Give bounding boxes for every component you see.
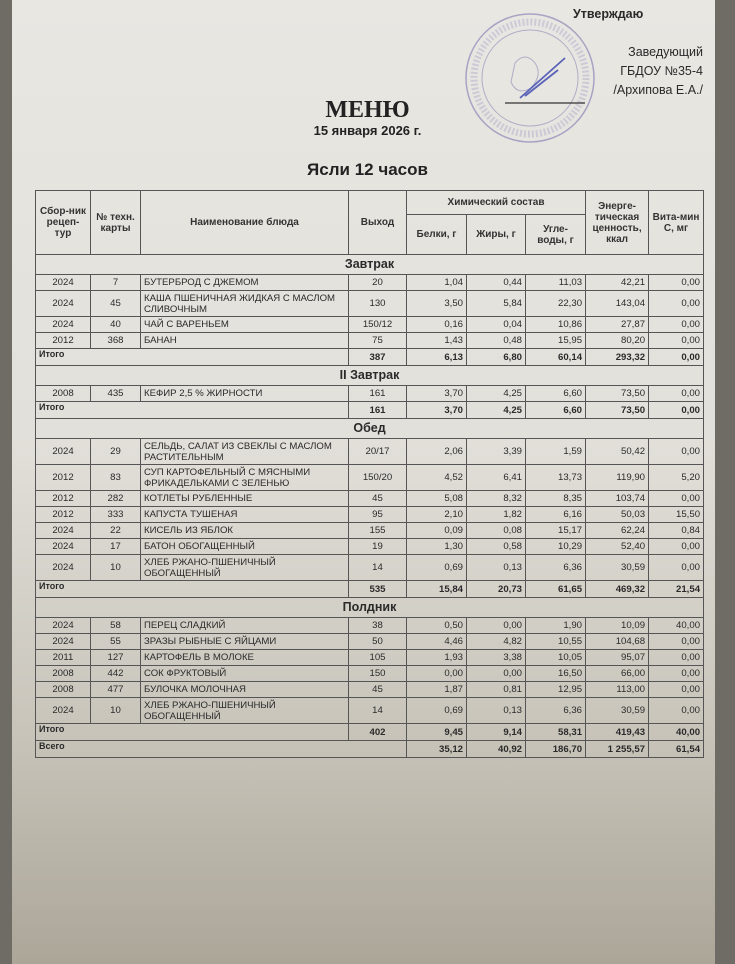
cell-collection: 2011: [36, 650, 91, 666]
cell-collection: 2012: [36, 333, 91, 349]
total-yield: 387: [349, 349, 407, 366]
table-row: [36, 275, 704, 291]
cell-carbs: 11,03: [526, 275, 586, 291]
section-title: Завтрак: [36, 255, 704, 275]
cell-protein: 3,70: [407, 386, 467, 402]
cell-yield: 45: [349, 491, 407, 507]
cell-carbs: 22,30: [526, 291, 586, 317]
cell-card: 29: [91, 439, 141, 465]
total-yield: 535: [349, 581, 407, 598]
header-chem: Химический состав: [407, 191, 586, 215]
cell-energy: 42,21: [586, 275, 649, 291]
cell-collection: 2008: [36, 666, 91, 682]
cell-energy: 30,59: [586, 698, 649, 724]
cell-energy: 80,20: [586, 333, 649, 349]
cell-carbs: 6,36: [526, 555, 586, 581]
total-row: [36, 349, 704, 366]
table-row: [36, 317, 704, 333]
header-energy: Энерге-тическая ценность, ккал: [586, 191, 649, 255]
cell-energy: 104,68: [586, 634, 649, 650]
total-carbs: 61,65: [526, 581, 586, 598]
grand-total-energy: 1 255,57: [586, 741, 649, 758]
cell-energy: 143,04: [586, 291, 649, 317]
cell-protein: 0,16: [407, 317, 467, 333]
table-row: [36, 634, 704, 650]
cell-carbs: 13,73: [526, 465, 586, 491]
cell-collection: 2012: [36, 507, 91, 523]
cell-protein: 4,52: [407, 465, 467, 491]
cell-vitc: 0,00: [649, 386, 704, 402]
cell-dish: СЕЛЬДЬ, САЛАТ ИЗ СВЕКЛЫ С МАСЛОМ РАСТИТЕЛЬНЫМ: [141, 439, 349, 465]
menu-date: 15 января 2026 г.: [313, 123, 422, 138]
cell-fat: 0,48: [467, 333, 526, 349]
cell-collection: 2024: [36, 523, 91, 539]
cell-yield: 150/20: [349, 465, 407, 491]
cell-card: 55: [91, 634, 141, 650]
cell-protein: 1,87: [407, 682, 467, 698]
cell-vitc: 0,00: [649, 291, 704, 317]
total-vitc: 21,54: [649, 581, 704, 598]
cell-energy: 52,40: [586, 539, 649, 555]
cell-collection: 2024: [36, 439, 91, 465]
grand-total-label: Всего: [36, 741, 407, 758]
section-title: II Завтрак: [36, 366, 704, 386]
total-carbs: 6,60: [526, 402, 586, 419]
total-row: [36, 581, 704, 598]
cell-card: 17: [91, 539, 141, 555]
cell-fat: 0,13: [467, 555, 526, 581]
cell-yield: 19: [349, 539, 407, 555]
group-title: Ясли 12 часов: [307, 160, 428, 179]
table-row: [36, 333, 704, 349]
cell-carbs: 1,90: [526, 618, 586, 634]
cell-fat: 4,82: [467, 634, 526, 650]
cell-dish: ПЕРЕЦ СЛАДКИЙ: [141, 618, 349, 634]
cell-card: 10: [91, 555, 141, 581]
table-row: [36, 618, 704, 634]
total-protein: 6,13: [407, 349, 467, 366]
cell-card: 40: [91, 317, 141, 333]
cell-dish: БУТЕРБРОД С ДЖЕМОМ: [141, 275, 349, 291]
cell-vitc: 0,00: [649, 333, 704, 349]
total-fat: 4,25: [467, 402, 526, 419]
total-row: [36, 724, 704, 741]
cell-protein: 0,09: [407, 523, 467, 539]
cell-energy: 27,87: [586, 317, 649, 333]
total-yield: 161: [349, 402, 407, 419]
cell-vitc: 0,00: [649, 666, 704, 682]
cell-carbs: 8,35: [526, 491, 586, 507]
cell-card: 333: [91, 507, 141, 523]
cell-dish: КАША ПШЕНИЧНАЯ ЖИДКАЯ С МАСЛОМ СЛИВОЧНЫМ: [141, 291, 349, 317]
cell-carbs: 10,86: [526, 317, 586, 333]
cell-carbs: 1,59: [526, 439, 586, 465]
cell-vitc: 0,00: [649, 634, 704, 650]
cell-carbs: 10,55: [526, 634, 586, 650]
total-vitc: 0,00: [649, 402, 704, 419]
cell-energy: 30,59: [586, 555, 649, 581]
cell-vitc: 0,84: [649, 523, 704, 539]
approve-label: Утверждаю: [573, 7, 644, 21]
approver-org: ГБДОУ №35-4: [620, 64, 703, 78]
cell-yield: 75: [349, 333, 407, 349]
menu-table-body: [36, 255, 704, 758]
table-row: [36, 386, 704, 402]
cell-card: 368: [91, 333, 141, 349]
cell-yield: 95: [349, 507, 407, 523]
cell-protein: 5,08: [407, 491, 467, 507]
cell-carbs: 6,16: [526, 507, 586, 523]
cell-energy: 10,09: [586, 618, 649, 634]
cell-card: 10: [91, 698, 141, 724]
cell-protein: 0,00: [407, 666, 467, 682]
total-label: Итого: [36, 402, 349, 419]
cell-collection: 2024: [36, 317, 91, 333]
cell-dish: КОТЛЕТЫ РУБЛЕННЫЕ: [141, 491, 349, 507]
cell-fat: 0,13: [467, 698, 526, 724]
header-collection: Сбор-ник рецеп-тур: [36, 191, 91, 255]
total-fat: 9,14: [467, 724, 526, 741]
total-protein: 3,70: [407, 402, 467, 419]
total-protein: 15,84: [407, 581, 467, 598]
cell-protein: 2,10: [407, 507, 467, 523]
grand-total-protein: 35,12: [407, 741, 467, 758]
cell-protein: 3,50: [407, 291, 467, 317]
cell-vitc: 0,00: [649, 275, 704, 291]
cell-vitc: 0,00: [649, 682, 704, 698]
section-row: [36, 598, 704, 618]
table-row: [36, 491, 704, 507]
cell-fat: 4,25: [467, 386, 526, 402]
grand-total-row: [36, 741, 704, 758]
cell-yield: 150: [349, 666, 407, 682]
cell-energy: 95,07: [586, 650, 649, 666]
total-energy: 469,32: [586, 581, 649, 598]
cell-carbs: 16,50: [526, 666, 586, 682]
cell-vitc: 15,50: [649, 507, 704, 523]
cell-fat: 0,81: [467, 682, 526, 698]
grand-total-carbs: 186,70: [526, 741, 586, 758]
cell-dish: ЗРАЗЫ РЫБНЫЕ С ЯЙЦАМИ: [141, 634, 349, 650]
cell-fat: 0,58: [467, 539, 526, 555]
cell-dish: ХЛЕБ РЖАНО-ПШЕНИЧНЫЙ ОБОГАЩЕННЫЙ: [141, 555, 349, 581]
cell-dish: СУП КАРТОФЕЛЬНЫЙ С МЯСНЫМИ ФРИКАДЕЛЬКАМИ С ЗЕЛЕНЬЮ: [141, 465, 349, 491]
cell-protein: 1,93: [407, 650, 467, 666]
cell-dish: КАРТОФЕЛЬ В МОЛОКЕ: [141, 650, 349, 666]
cell-protein: 0,69: [407, 698, 467, 724]
cell-collection: 2024: [36, 275, 91, 291]
cell-dish: БАНАН: [141, 333, 349, 349]
cell-energy: 62,24: [586, 523, 649, 539]
table-row: [36, 650, 704, 666]
total-fat: 6,80: [467, 349, 526, 366]
cell-card: 83: [91, 465, 141, 491]
total-energy: 419,43: [586, 724, 649, 741]
cell-protein: 0,50: [407, 618, 467, 634]
cell-vitc: 0,00: [649, 555, 704, 581]
table-row: [36, 465, 704, 491]
header-protein: Белки, г: [407, 215, 467, 255]
cell-energy: 119,90: [586, 465, 649, 491]
header-dish: Наименование блюда: [141, 191, 349, 255]
total-energy: 73,50: [586, 402, 649, 419]
cell-yield: 38: [349, 618, 407, 634]
cell-fat: 3,38: [467, 650, 526, 666]
total-label: Итого: [36, 349, 349, 366]
total-carbs: 58,31: [526, 724, 586, 741]
section-row: [36, 419, 704, 439]
cell-collection: 2008: [36, 682, 91, 698]
cell-fat: 0,44: [467, 275, 526, 291]
cell-carbs: 6,60: [526, 386, 586, 402]
cell-collection: 2012: [36, 491, 91, 507]
table-row: [36, 666, 704, 682]
cell-card: 435: [91, 386, 141, 402]
header-card: № техн. карты: [91, 191, 141, 255]
header-vitc: Вита-мин С, мг: [649, 191, 704, 255]
cell-yield: 150/12: [349, 317, 407, 333]
total-fat: 20,73: [467, 581, 526, 598]
menu-table: [35, 190, 704, 758]
table-row: [36, 523, 704, 539]
total-protein: 9,45: [407, 724, 467, 741]
section-row: [36, 255, 704, 275]
cell-fat: 1,82: [467, 507, 526, 523]
cell-carbs: 10,29: [526, 539, 586, 555]
cell-yield: 14: [349, 555, 407, 581]
approver-position: Заведующий: [628, 45, 703, 59]
cell-collection: 2008: [36, 386, 91, 402]
cell-carbs: 10,05: [526, 650, 586, 666]
cell-dish: ХЛЕБ РЖАНО-ПШЕНИЧНЫЙ ОБОГАЩЕННЫЙ: [141, 698, 349, 724]
cell-card: 58: [91, 618, 141, 634]
cell-energy: 50,03: [586, 507, 649, 523]
table-row: [36, 698, 704, 724]
cell-collection: 2012: [36, 465, 91, 491]
cell-vitc: 5,20: [649, 465, 704, 491]
cell-dish: КАПУСТА ТУШЕНАЯ: [141, 507, 349, 523]
cell-energy: 66,00: [586, 666, 649, 682]
total-vitc: 40,00: [649, 724, 704, 741]
header-yield: Выход: [349, 191, 407, 255]
cell-card: 127: [91, 650, 141, 666]
cell-vitc: 0,00: [649, 317, 704, 333]
cell-yield: 155: [349, 523, 407, 539]
cell-fat: 0,00: [467, 666, 526, 682]
cell-dish: КИСЕЛЬ ИЗ ЯБЛОК: [141, 523, 349, 539]
cell-fat: 0,08: [467, 523, 526, 539]
grand-total-vitc: 61,54: [649, 741, 704, 758]
table-row: [36, 682, 704, 698]
cell-dish: КЕФИР 2,5 % ЖИРНОСТИ: [141, 386, 349, 402]
total-yield: 402: [349, 724, 407, 741]
table-row: [36, 539, 704, 555]
cell-carbs: 15,95: [526, 333, 586, 349]
cell-card: 45: [91, 291, 141, 317]
cell-card: 282: [91, 491, 141, 507]
cell-fat: 8,32: [467, 491, 526, 507]
cell-yield: 20: [349, 275, 407, 291]
cell-carbs: 15,17: [526, 523, 586, 539]
page-title: МЕНЮ: [325, 97, 410, 123]
cell-dish: ЧАЙ С ВАРЕНЬЕМ: [141, 317, 349, 333]
cell-fat: 6,41: [467, 465, 526, 491]
cell-collection: 2024: [36, 555, 91, 581]
cell-yield: 50: [349, 634, 407, 650]
cell-collection: 2024: [36, 618, 91, 634]
cell-fat: 5,84: [467, 291, 526, 317]
cell-protein: 0,69: [407, 555, 467, 581]
cell-collection: 2024: [36, 539, 91, 555]
cell-fat: 3,39: [467, 439, 526, 465]
total-energy: 293,32: [586, 349, 649, 366]
cell-card: 22: [91, 523, 141, 539]
cell-card: 442: [91, 666, 141, 682]
section-title: Обед: [36, 419, 704, 439]
cell-vitc: 0,00: [649, 698, 704, 724]
cell-protein: 1,30: [407, 539, 467, 555]
cell-yield: 20/17: [349, 439, 407, 465]
section-title: Полдник: [36, 598, 704, 618]
total-row: [36, 402, 704, 419]
header-carbs: Угле-воды, г: [526, 215, 586, 255]
cell-vitc: 0,00: [649, 650, 704, 666]
cell-collection: 2024: [36, 291, 91, 317]
total-carbs: 60,14: [526, 349, 586, 366]
cell-fat: 0,00: [467, 618, 526, 634]
total-vitc: 0,00: [649, 349, 704, 366]
cell-energy: 73,50: [586, 386, 649, 402]
cell-vitc: 40,00: [649, 618, 704, 634]
cell-yield: 130: [349, 291, 407, 317]
cell-protein: 1,04: [407, 275, 467, 291]
cell-protein: 2,06: [407, 439, 467, 465]
approver-name: /Архипова Е.А./: [613, 83, 703, 97]
cell-energy: 113,00: [586, 682, 649, 698]
cell-yield: 14: [349, 698, 407, 724]
cell-card: 477: [91, 682, 141, 698]
grand-total-fat: 40,92: [467, 741, 526, 758]
table-row: [36, 507, 704, 523]
section-row: [36, 366, 704, 386]
cell-carbs: 6,36: [526, 698, 586, 724]
total-label: Итого: [36, 581, 349, 598]
cell-protein: 4,46: [407, 634, 467, 650]
cell-energy: 50,42: [586, 439, 649, 465]
cell-card: 7: [91, 275, 141, 291]
table-row: [36, 555, 704, 581]
cell-protein: 1,43: [407, 333, 467, 349]
cell-vitc: 0,00: [649, 439, 704, 465]
cell-dish: БУЛОЧКА МОЛОЧНАЯ: [141, 682, 349, 698]
cell-yield: 45: [349, 682, 407, 698]
cell-dish: БАТОН ОБОГАЩЕННЫЙ: [141, 539, 349, 555]
total-label: Итого: [36, 724, 349, 741]
cell-collection: 2024: [36, 698, 91, 724]
cell-yield: 161: [349, 386, 407, 402]
cell-yield: 105: [349, 650, 407, 666]
table-row: [36, 439, 704, 465]
cell-vitc: 0,00: [649, 539, 704, 555]
cell-dish: СОК ФРУКТОВЫЙ: [141, 666, 349, 682]
cell-carbs: 12,95: [526, 682, 586, 698]
cell-fat: 0,04: [467, 317, 526, 333]
table-row: [36, 291, 704, 317]
cell-collection: 2024: [36, 634, 91, 650]
header-fat: Жиры, г: [467, 215, 526, 255]
cell-energy: 103,74: [586, 491, 649, 507]
cell-vitc: 0,00: [649, 491, 704, 507]
